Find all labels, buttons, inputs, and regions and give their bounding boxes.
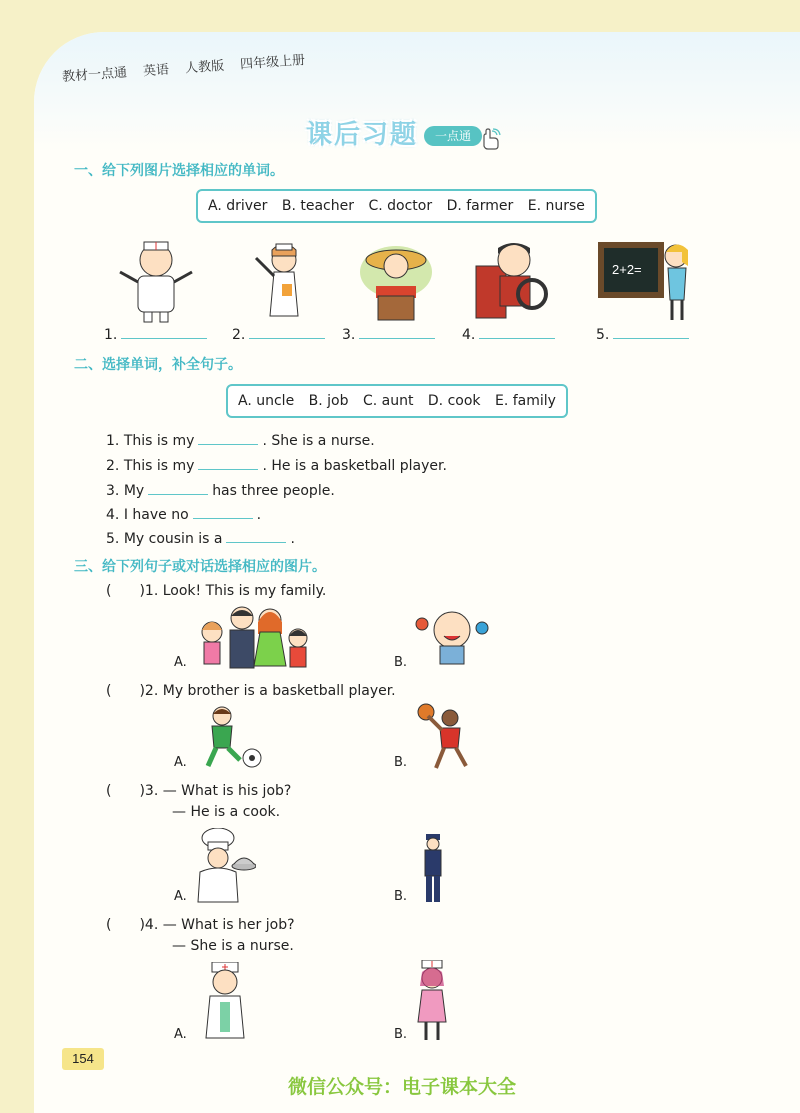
male-nurse-picture[interactable]	[198, 962, 252, 1042]
farmer-picture	[356, 238, 436, 324]
blank-2: 2.	[232, 326, 325, 343]
chalkboard-math-text: 2+2=	[612, 262, 642, 277]
word-option: D. cook	[427, 393, 481, 409]
word-option: A. uncle	[238, 393, 295, 409]
sentence-3: 3. My has three people.	[106, 483, 335, 499]
blank-4: 4.	[462, 326, 555, 343]
driver-picture	[470, 236, 554, 324]
question-2: ( )2. My brother is a basketball player.	[106, 683, 396, 699]
option-a-label: A.	[174, 755, 187, 770]
word-option: B. teacher	[281, 198, 355, 214]
blank-3: 3.	[342, 326, 435, 343]
word-option: B. job	[308, 393, 349, 409]
book-grade: 四年级上册	[239, 53, 306, 73]
exercise-banner	[300, 112, 500, 156]
blank-5: 5.	[596, 326, 689, 343]
question-3: ( )3. — What is his job?	[106, 783, 292, 799]
book-name: 教材一点通	[61, 65, 128, 85]
option-a-label: A.	[174, 889, 187, 904]
fill-blank[interactable]	[198, 457, 258, 470]
word-option: C. aunt	[362, 393, 414, 409]
answer-line-3[interactable]	[359, 326, 435, 339]
basketball-player-picture[interactable]	[414, 702, 484, 772]
fill-blank[interactable]	[193, 506, 253, 519]
fill-blank[interactable]	[198, 432, 258, 445]
fill-blank[interactable]	[148, 482, 208, 495]
book-subject: 英语	[142, 62, 170, 80]
book-edition: 人教版	[184, 58, 225, 77]
soccer-player-picture[interactable]	[194, 704, 264, 770]
word-option: E. nurse	[527, 198, 585, 214]
sentence-4: 4. I have no .	[106, 507, 262, 523]
word-option: E. family	[494, 393, 556, 409]
blank-1: 1.	[104, 326, 207, 343]
answer-paren[interactable]: ( )3.	[106, 783, 159, 799]
answer-paren[interactable]: ( )2.	[106, 683, 159, 699]
word-option: D. farmer	[446, 198, 514, 214]
baby-picture[interactable]	[414, 606, 492, 668]
banner-tag: 一点通	[424, 126, 482, 146]
question-1: ( )1. Look! This is my family.	[106, 583, 327, 599]
banner-title: 课后习题	[306, 120, 419, 150]
fill-blank[interactable]	[226, 530, 286, 543]
answer-paren[interactable]: ( )1.	[106, 583, 159, 599]
footer-watermark: 微信公众号：电子课本大全	[288, 1076, 517, 1098]
pointing-hand-icon	[480, 128, 502, 150]
option-a-label: A.	[174, 1027, 187, 1042]
police-officer-picture[interactable]	[420, 834, 446, 904]
answer-line-1[interactable]	[121, 326, 207, 339]
nurse-picture	[250, 236, 320, 324]
word-option: A. driver	[208, 198, 268, 214]
word-option: C. doctor	[368, 198, 433, 214]
question-4-answer: — She is a nurse.	[172, 938, 294, 954]
option-b-label: B.	[394, 889, 408, 904]
female-nurse-picture[interactable]	[412, 960, 452, 1044]
teacher-picture	[596, 236, 696, 324]
family-picture[interactable]	[192, 604, 316, 670]
section-1-title: 一、给下列图片选择相应的单词。	[74, 163, 284, 179]
question-4: ( )4. — What is her job?	[106, 917, 295, 933]
cook-picture[interactable]	[192, 828, 256, 906]
option-b-label: B.	[394, 755, 408, 770]
option-b-label: B.	[394, 655, 408, 670]
section-3-title: 三、给下列句子或对话选择相应的图片。	[74, 559, 326, 575]
sentence-2: 2. This is my . He is a basketball player.	[106, 458, 447, 474]
section-1-word-box	[196, 189, 597, 223]
doctor-picture	[116, 236, 196, 324]
section-2-title: 二、选择单词，补全句子。	[74, 357, 242, 373]
answer-line-2[interactable]	[249, 326, 325, 339]
option-a-label: A.	[174, 655, 187, 670]
question-3-answer: — He is a cook.	[172, 804, 281, 820]
sentence-1: 1. This is my . She is a nurse.	[106, 433, 375, 449]
answer-paren[interactable]: ( )4.	[106, 917, 159, 933]
page-number: 154	[62, 1048, 104, 1070]
sentence-5: 5. My cousin is a .	[106, 531, 295, 547]
section-2-word-box	[226, 384, 568, 418]
answer-line-4[interactable]	[479, 326, 555, 339]
option-b-label: B.	[394, 1027, 408, 1042]
answer-line-5[interactable]	[613, 326, 689, 339]
